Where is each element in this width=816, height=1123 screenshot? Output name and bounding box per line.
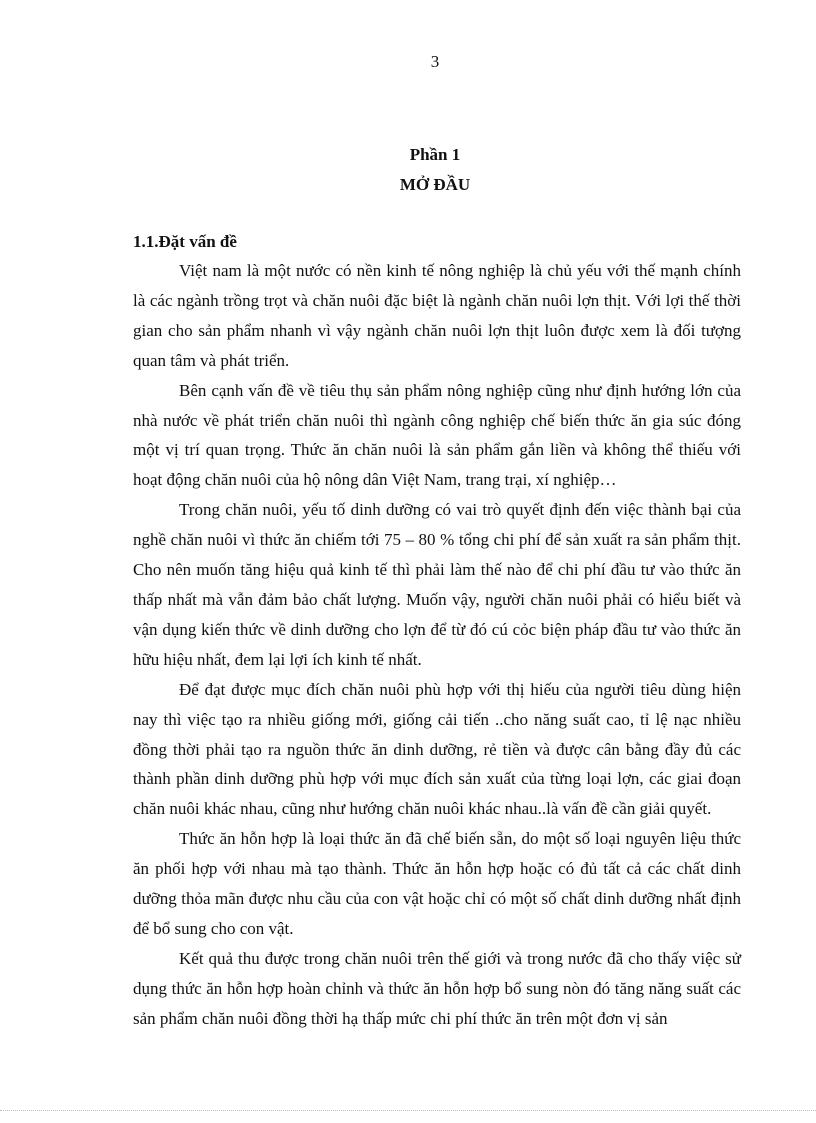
page-bottom-divider bbox=[0, 1110, 816, 1111]
paragraph-1: Việt nam là một nước có nền kinh tế nông nghiệp là chủ yếu với thế mạnh chính là các ngành trồng trọt và chăn nuôi đặc biệt là ngành chăn nuôi lợn thịt. Với lợi thế thời gian cho sản phẩm nhanh vì vậy ngành chăn nuôi lợn thịt luôn được xem là đối tượng quan tâm và phát triển. bbox=[133, 261, 741, 370]
page-number: 3 bbox=[430, 52, 440, 71]
chapter-title: MỞ ĐẦU bbox=[399, 175, 471, 194]
paragraph-3: Trong chăn nuôi, yếu tố dinh dưỡng có vai trò quyết định đến việc thành bại của nghề chăn nuôi vì thức ăn chiếm tới 75 – 80 % tổng chi phí để sản xuất ra sản phẩm thịt. Cho nên muốn tăng hiệu quả kinh tế thì phải làm thế nào để chi phí đầu tư vào thức ăn thấp nhất mà vẫn đảm bảo chất lượng. Muốn vậy, người chăn nuôi phải có hiểu biết và vận dụng kiến thức về dinh dưỡng cho lợn để từ đó cú cỏc biện pháp đầu tư vào thức ăn hữu hiệu nhất, đem lại lợi ích kinh tế nhất. bbox=[133, 500, 741, 669]
paragraph-6: Kết quả thu được trong chăn nuôi trên thế giới và trong nước đã cho thấy việc sử dụng thức ăn hỗn hợp hoàn chỉnh và thức ăn hỗn hợp bổ sung nòn đó tăng năng suất các sản phẩm chăn nuôi đồng thời hạ thấp mức chi phí thức ăn trên một đơn vị sản bbox=[133, 948, 741, 1028]
paragraph-4: Để đạt được mục đích chăn nuôi phù hợp với thị hiếu của người tiêu dùng hiện nay thì việc tạo ra nhiều giống mới, giống cải tiến ..cho năng suất cao, tỉ lệ nạc nhiều đồng thời phải tạo ra nguồn thức ăn dinh dưỡng, rẻ tiền và được cân bằng đầy đủ các thành phần dinh dưỡng phù hợp với mục đích sản xuất của từng loại lợn, các giai đoạn chăn nuôi khác nhau, cũng như hướng chăn nuôi khác nhau..là vấn đề cần giải quyết. bbox=[133, 679, 741, 819]
body-text bbox=[133, 256, 741, 1034]
part-title: Phần 1 bbox=[409, 145, 461, 164]
section-heading: 1.1.Đặt vấn đề bbox=[133, 232, 237, 251]
paragraph-5: Thức ăn hỗn hợp là loại thức ăn đã chế biến sẵn, do một số loại nguyên liệu thức ăn phối hợp với nhau mà tạo thành. Thức ăn hỗn hợp hoặc có đủ tất cả các chất dinh dưỡng thỏa mãn được nhu cầu của con vật hoặc chỉ có một số chất dinh dưỡng nhất định để bổ sung cho con vật. bbox=[133, 829, 741, 938]
paragraph-2: Bên cạnh vấn đề về tiêu thụ sản phẩm nông nghiệp cũng như định hướng lớn của nhà nước về phát triển chăn nuôi thì ngành công nghiệp chế biến thức ăn gia súc đóng một vị trí quan trọng. Thức ăn chăn nuôi là sản phẩm gắn liền và không thể thiếu với hoạt động chăn nuôi của hộ nông dân Việt Nam, trang trại, xí nghiệp… bbox=[133, 380, 741, 490]
